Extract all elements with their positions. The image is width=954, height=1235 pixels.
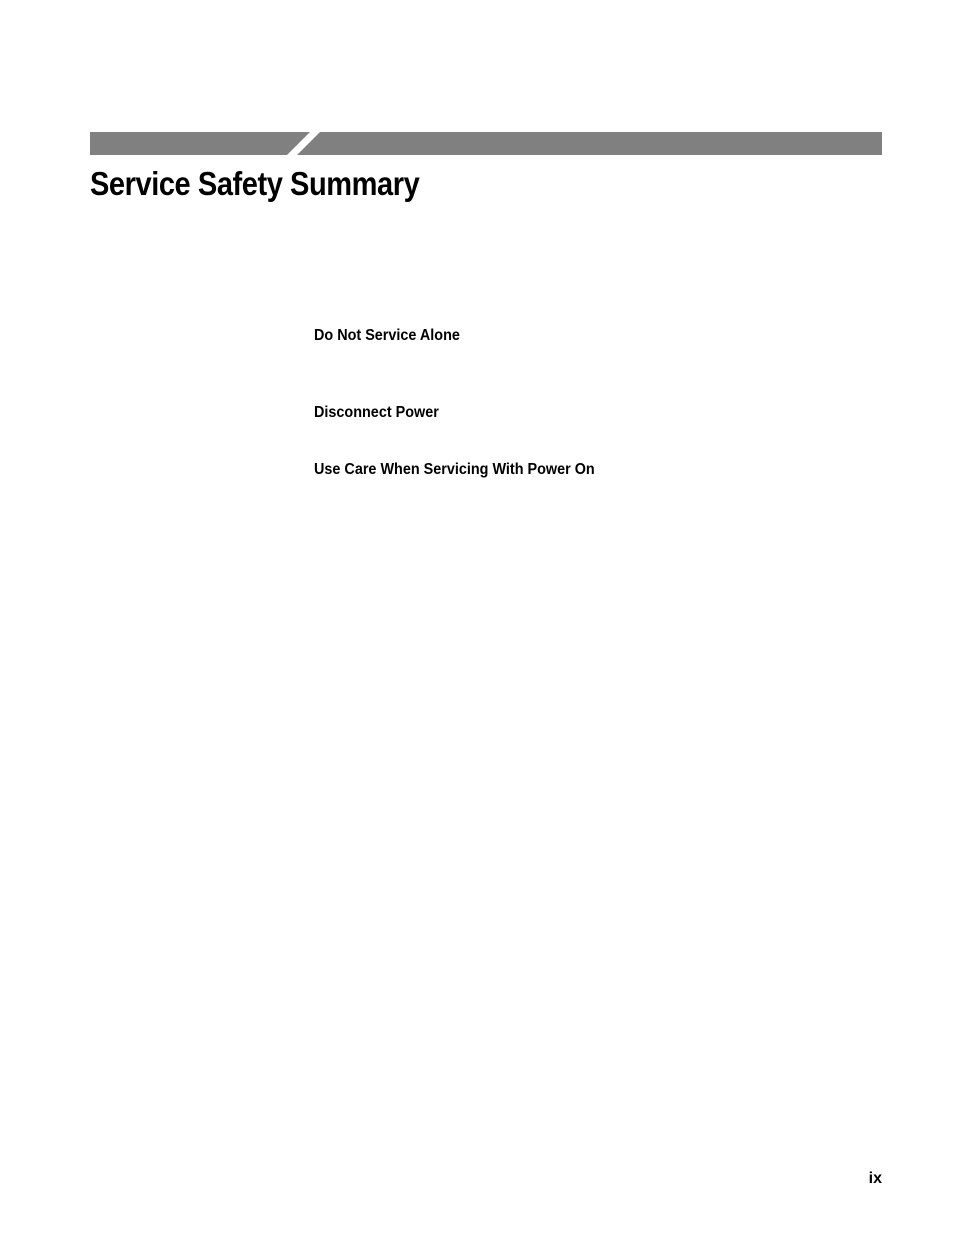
section-heading-do-not-service-alone: Do Not Service Alone bbox=[314, 327, 460, 344]
chapter-header-bar bbox=[90, 132, 882, 155]
page-title: Service Safety Summary bbox=[90, 165, 420, 202]
header-bar-graphic bbox=[90, 132, 882, 155]
section-heading-disconnect-power: Disconnect Power bbox=[314, 404, 439, 421]
section-heading-use-care-power-on: Use Care When Servicing With Power On bbox=[314, 461, 595, 478]
page-number: ix bbox=[868, 1170, 882, 1187]
